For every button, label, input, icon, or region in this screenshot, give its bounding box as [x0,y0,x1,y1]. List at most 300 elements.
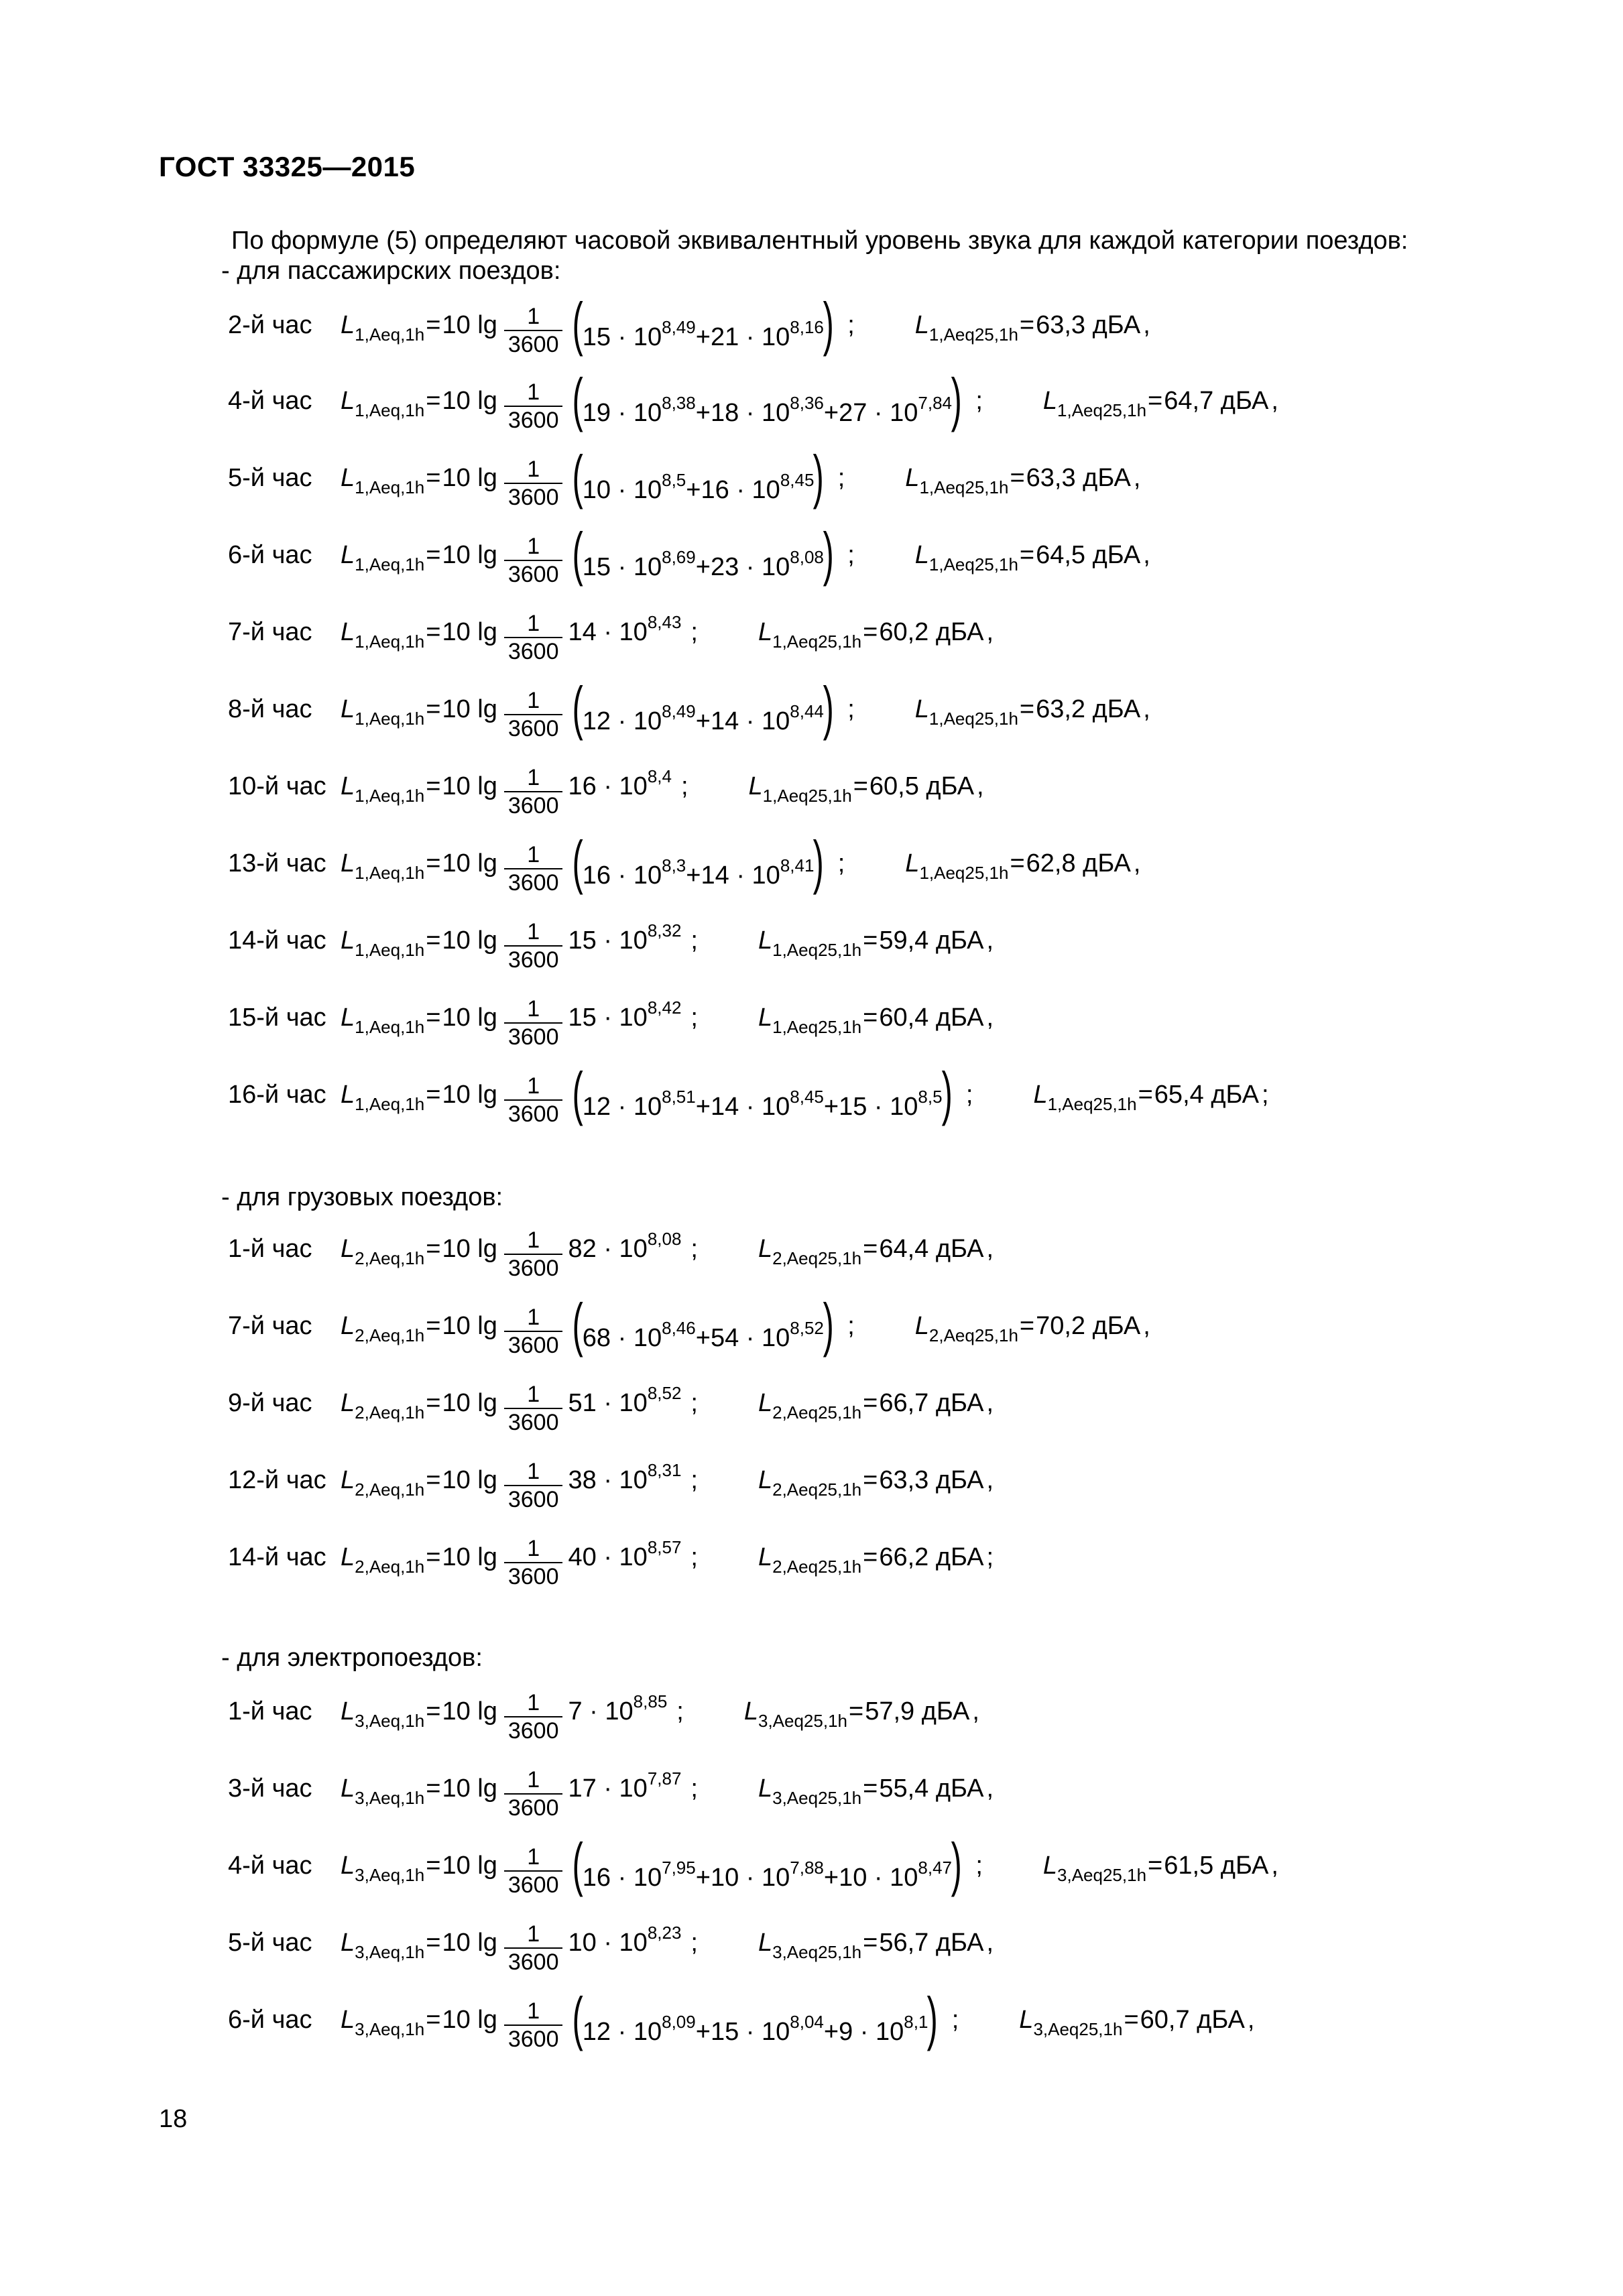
term-exponent: 8,42 [647,997,682,1018]
lg-operator: 10 lg [442,1697,497,1726]
hour-label: 4-й час [228,1851,312,1880]
term-exponent: 8,1 [904,2012,928,2032]
result-value: 62,8 [1026,849,1076,878]
document-header: ГОСТ 33325—2015 [159,151,416,182]
times-dot: · 10 [853,2018,904,2046]
result-value: 60,2 [879,617,929,646]
result-value: 70,2 [1036,1311,1086,1340]
level-subscript: 3,Aeq,1h [355,1710,425,1731]
fraction [504,995,563,1050]
fraction [504,1998,563,2053]
term-exponent: 7,95 [662,1858,696,1878]
result [905,463,1141,497]
fraction-numerator: 1 [527,842,540,867]
punctuation: , [986,1928,994,1957]
result [758,1774,994,1808]
term-exponent: 8,09 [662,2012,696,2032]
hour-label: 16-й час [228,1080,326,1109]
result-symbol: $L_{3,Aeq25,1h}$ [1019,2005,1123,2039]
unit: дБА [1075,849,1131,878]
semicolon: ; [690,1003,698,1032]
plus-sign: + [695,323,711,351]
punctuation: , [986,1003,994,1032]
term-count: 14 [568,617,597,646]
unit: дБА [928,617,984,646]
times-dot: · 10 [739,707,790,735]
punctuation: , [986,1774,994,1803]
result [1042,1851,1278,1885]
result-symbol: $L_{3,Aeq25,1h}$ [743,1697,847,1731]
fraction-numerator: 1 [527,1844,540,1870]
unit: дБА [928,1465,984,1494]
level-subscript: 2,Aeq,1h [355,1556,425,1577]
level-subscript: 3,Aeq,1h [355,1787,425,1808]
result-subscript: 3,Aeq25,1h [772,1941,862,1962]
hour-label: 3-й час [228,1774,312,1803]
term-count: 10 [710,1864,739,1892]
unit: дБА [1085,540,1141,569]
formula-row [228,1209,994,1289]
sum-expression [568,1291,838,1357]
term-exponent: 8,47 [918,1858,953,1878]
equals-sign: = [863,1465,878,1494]
times-dot: · 10 [611,707,662,735]
left-paren: ( [573,443,584,509]
result-subscript: 1,Aeq25,1h [928,554,1018,575]
term-count: 10 [568,1928,597,1957]
unit: дБА [928,1388,984,1417]
fraction-numerator: 1 [527,1536,540,1561]
formula-row [228,1748,994,1829]
equals-sign: = [1019,1311,1035,1340]
fraction [504,1766,563,1821]
semicolon: ; [690,1234,698,1263]
fraction-denominator: 3600 [504,406,563,434]
equals-sign: = [426,1465,441,1494]
level-subscript: 3,Aeq,1h [355,1864,425,1885]
term-exponent: 8,23 [647,1922,682,1943]
lg-operator: 10 lg [442,1234,497,1263]
right-paren: ) [941,1060,953,1126]
sum-expression [568,1768,682,1803]
fraction [504,1073,563,1128]
equals-sign: = [426,1234,441,1263]
sum-expression [568,766,672,801]
lg-operator: 10 lg [442,1003,497,1032]
formula-row [228,1363,994,1443]
sum-expression [568,366,966,432]
lg-operator: 10 lg [442,772,497,800]
semicolon: ; [680,772,688,800]
left-paren: ( [573,1831,584,1897]
lg-operator: 10 lg [442,386,497,415]
unit: дБА [918,772,975,800]
times-dot: · 10 [596,1928,648,1957]
term-count: 15 [582,553,611,581]
term-count: 27 [839,399,867,427]
semicolon: ; [690,1774,698,1803]
level-symbol: $L_{1,Aeq,1h}$ [341,617,425,652]
right-paren: ) [951,366,962,432]
fraction-denominator: 3600 [504,330,563,358]
level-subscript: 1,Aeq,1h [355,1093,425,1114]
times-dot: · 10 [739,1093,790,1121]
level-subscript: 2,Aeq,1h [355,1248,425,1268]
term-exponent: 8,32 [647,920,682,941]
semicolon: ; [690,1543,698,1571]
result-symbol: $L_{1,Aeq25,1h}$ [748,772,852,806]
plus-sign: + [695,1093,711,1121]
result-subscript: 1,Aeq25,1h [1047,1093,1137,1114]
term-count: 14 [710,1093,739,1121]
result-value: 66,7 [879,1388,929,1417]
fraction-numerator: 1 [527,1921,540,1947]
fraction [504,918,563,973]
fraction-denominator: 3600 [504,1870,563,1898]
unit: дБА [928,1543,984,1571]
result-subscript: 1,Aeq25,1h [919,477,1009,497]
formula-row [228,1440,994,1520]
punctuation: , [986,617,994,646]
unit: дБА [928,1234,984,1263]
result-subscript: 1,Aeq25,1h [772,1016,862,1037]
result-symbol: $L_{1,Aeq25,1h}$ [905,463,1009,497]
formula-row [228,1825,1278,1906]
result [758,1234,994,1268]
formula-row [228,592,994,672]
level-symbol: $L_{3,Aeq,1h}$ [341,1851,425,1885]
fraction-numerator: 1 [527,919,540,945]
equals-sign: = [863,1774,878,1803]
times-dot: · 10 [867,1093,918,1121]
semicolon: ; [847,694,855,723]
level-subscript: 1,Aeq,1h [355,631,425,652]
fraction-numerator: 1 [527,1382,540,1407]
times-dot: · 10 [867,1864,918,1892]
semicolon: ; [837,849,845,878]
times-dot: · 10 [611,476,662,504]
term-exponent: 8,16 [790,317,824,337]
result-value: 63,3 [1036,310,1086,339]
plus-sign: + [686,476,701,504]
plus-sign: + [695,707,711,735]
result-subscript: 1,Aeq25,1h [919,862,1009,883]
unit: дБА [1085,694,1141,723]
punctuation: , [986,1465,994,1494]
fraction-numerator: 1 [527,996,540,1022]
left-paren: ( [573,1985,584,2051]
result-subscript: 3,Aeq25,1h [1033,2018,1123,2039]
result-symbol: $L_{1,Aeq25,1h}$ [758,926,862,960]
equals-sign: = [1019,310,1035,339]
result-subscript: 1,Aeq25,1h [928,708,1018,729]
result-symbol: $L_{2,Aeq25,1h}$ [758,1465,862,1500]
equals-sign: = [863,1543,878,1571]
term-exponent: 8,49 [662,701,696,721]
fraction-numerator: 1 [527,1998,540,2024]
term-count: 15 [839,1093,867,1121]
level-subscript: 3,Aeq,1h [355,1941,425,1962]
term-count: 19 [582,399,611,427]
fraction-numerator: 1 [527,611,540,636]
hour-label: 9-й час [228,1388,312,1417]
fraction-numerator: 1 [527,1767,540,1793]
page-number: 18 [159,2105,188,2133]
times-dot: · 10 [611,553,662,581]
fraction-numerator: 1 [527,1459,540,1484]
lg-operator: 10 lg [442,1851,497,1880]
left-paren: ( [573,290,584,357]
term-exponent: 8,3 [662,855,686,875]
result-subscript: 3,Aeq25,1h [758,1710,847,1731]
fraction-numerator: 1 [527,1305,540,1330]
result-symbol: $L_{1,Aeq25,1h}$ [914,540,1018,575]
term-exponent: 7,87 [647,1768,682,1789]
sum-expression [568,1831,966,1897]
fraction [504,379,563,434]
term-count: 12 [582,1093,611,1121]
equals-sign: = [426,926,441,955]
formula-row [228,361,1278,441]
result-value: 60,5 [869,772,919,800]
result [758,617,994,652]
level-symbol: $L_{1,Aeq,1h}$ [341,386,425,420]
result-symbol: $L_{2,Aeq25,1h}$ [758,1234,862,1268]
fraction-denominator: 3600 [504,791,563,819]
semicolon: ; [690,617,698,646]
right-paren: ) [823,674,834,741]
result-subscript: 2,Aeq25,1h [772,1248,862,1268]
plus-sign: + [823,1093,839,1121]
times-dot: · 10 [739,553,790,581]
fraction [504,610,563,665]
level-symbol: $L_{2,Aeq,1h}$ [341,1234,425,1268]
term-count: 16 [701,476,729,504]
intro-text: По формуле (5) определяют часовой эквивалентный уровень звука для каждой категории поездов: [231,227,1408,255]
term-count: 10 [839,1864,867,1892]
term-exponent: 8,85 [633,1691,668,1711]
fraction-numerator: 1 [527,304,540,329]
result [1033,1080,1269,1114]
level-subscript: 1,Aeq,1h [355,400,425,420]
level-symbol: $L_{1,Aeq,1h}$ [341,926,425,960]
term-exponent: 8,46 [662,1318,696,1338]
term-exponent: 8,04 [790,2012,824,2032]
hour-label: 8-й час [228,694,312,723]
hour-label: 13-й час [228,849,326,878]
semicolon: ; [847,1311,855,1340]
term-exponent: 8,36 [790,393,824,413]
level-symbol: $L_{2,Aeq,1h}$ [341,1543,425,1577]
equals-sign: = [426,1311,441,1340]
result-value: 57,9 [865,1697,915,1726]
hour-label: 5-й час [228,463,312,492]
fraction [504,1458,563,1513]
punctuation: , [1133,849,1141,878]
unit: дБА [1085,310,1141,339]
semicolon: ; [690,1928,698,1957]
times-dot: · 10 [596,1234,648,1263]
level-subscript: 1,Aeq,1h [355,1016,425,1037]
formula-row [228,1286,1150,1366]
times-dot: · 10 [739,399,790,427]
lg-operator: 10 lg [442,926,497,955]
result [914,310,1150,345]
sum-expression [568,611,682,647]
punctuation: , [1143,310,1150,339]
equals-sign: = [863,1003,878,1032]
unit: дБА [928,1928,984,1957]
term-exponent: 8,45 [780,470,815,490]
fraction [504,687,563,742]
left-paren: ( [573,366,584,432]
fraction-denominator: 3600 [504,1099,563,1128]
semicolon: ; [847,310,855,339]
plus-sign: + [695,2018,711,2046]
equals-sign: = [853,772,868,800]
lg-operator: 10 lg [442,2005,497,2034]
right-paren: ) [823,1291,834,1357]
term-count: 15 [568,926,597,955]
fraction [504,1535,563,1590]
sum-expression [568,1382,682,1418]
semicolon: ; [837,463,845,492]
unit: дБА [1213,386,1269,415]
semicolon: ; [965,1080,973,1109]
fraction-denominator: 3600 [504,1485,563,1513]
result-symbol: $L_{1,Aeq25,1h}$ [905,849,1009,883]
punctuation: , [1247,2005,1255,2034]
lg-operator: 10 lg [442,694,497,723]
formula-row [228,669,1150,749]
term-exponent: 8,45 [790,1087,824,1107]
equals-sign: = [863,617,878,646]
formula-row [228,1671,979,1752]
equals-sign: = [849,1697,864,1726]
equals-sign: = [426,1928,441,1957]
plus-sign: + [823,1864,839,1892]
term-count: 16 [582,861,611,890]
result-subscript: 3,Aeq25,1h [1057,1864,1147,1885]
semicolon: ; [676,1697,684,1726]
lg-operator: 10 lg [442,849,497,878]
equals-sign: = [426,310,441,339]
result-value: 64,4 [879,1234,929,1263]
times-dot: · 10 [596,617,648,646]
result-subscript: 1,Aeq25,1h [762,785,852,806]
fraction-denominator: 3600 [504,714,563,742]
result [758,1465,994,1500]
unit: дБА [928,926,984,955]
hour-label: 1-й час [228,1234,312,1263]
equals-sign: = [1019,540,1035,569]
punctuation: ; [1261,1080,1269,1109]
term-count: 15 [582,323,611,351]
section-label: - для пассажирских поездов: [221,257,561,285]
times-dot: · 10 [611,1864,662,1892]
equals-sign: = [426,540,441,569]
fraction-denominator: 3600 [504,1793,563,1821]
sum-expression [568,1922,682,1957]
unit: дБА [928,1003,984,1032]
times-dot: · 10 [596,1003,648,1032]
result-symbol: $L_{2,Aeq25,1h}$ [758,1543,862,1577]
term-count: 12 [582,2018,611,2046]
fraction-denominator: 3600 [504,2025,563,2053]
equals-sign: = [1148,386,1163,415]
left-paren: ( [573,520,584,587]
result [758,1543,994,1577]
level-symbol: $L_{3,Aeq,1h}$ [341,1774,425,1808]
term-count: 51 [568,1388,597,1417]
term-count: 12 [582,707,611,735]
hour-label: 10-й час [228,772,326,800]
left-paren: ( [573,829,584,895]
level-symbol: $L_{1,Aeq,1h}$ [341,540,425,575]
result-symbol: $L_{2,Aeq25,1h}$ [914,1311,1018,1345]
punctuation: , [1133,463,1141,492]
term-count: 38 [568,1465,597,1494]
times-dot: · 10 [729,476,780,504]
unit: дБА [1203,1080,1259,1109]
fraction [504,764,563,819]
times-dot: · 10 [867,399,918,427]
result [743,1697,979,1731]
section-label: - для грузовых поездов: [221,1183,503,1211]
times-dot: · 10 [596,1465,648,1494]
fraction-denominator: 3600 [504,1331,563,1359]
result [758,1003,994,1037]
lg-operator: 10 lg [442,617,497,646]
level-symbol: $L_{1,Aeq,1h}$ [341,772,425,806]
fraction-numerator: 1 [527,457,540,482]
punctuation: , [986,926,994,955]
sum-expression [568,520,838,587]
level-symbol: $L_{1,Aeq,1h}$ [341,1080,425,1114]
fraction-denominator: 3600 [504,483,563,511]
term-exponent: 8,52 [647,1382,682,1403]
times-dot: · 10 [582,1697,634,1726]
level-symbol: $L_{1,Aeq,1h}$ [341,694,425,729]
equals-sign: = [426,1697,441,1726]
lg-operator: 10 lg [442,463,497,492]
level-symbol: $L_{3,Aeq,1h}$ [341,2005,425,2039]
result-symbol: $L_{1,Aeq25,1h}$ [1042,386,1147,420]
plus-sign: + [695,553,711,581]
plus-sign: + [686,861,701,890]
right-paren: ) [927,1985,939,2051]
result-subscript: 1,Aeq25,1h [928,324,1018,345]
term-exponent: 8,41 [780,855,815,875]
term-count: 82 [568,1234,597,1263]
formula-row [228,438,1140,518]
lg-operator: 10 lg [442,1928,497,1957]
result-value: 63,2 [1036,694,1086,723]
times-dot: · 10 [729,861,780,890]
times-dot: · 10 [739,1864,790,1892]
sum-expression [568,1691,668,1726]
level-subscript: 1,Aeq,1h [355,862,425,883]
level-symbol: $L_{1,Aeq,1h}$ [341,463,425,497]
term-count: 18 [710,399,739,427]
result-symbol: $L_{1,Aeq25,1h}$ [758,1003,862,1037]
result-value: 59,4 [879,926,929,955]
equals-sign: = [426,463,441,492]
hour-label: 4-й час [228,386,312,415]
term-count: 15 [568,1003,597,1032]
term-count: 40 [568,1543,597,1571]
result-subscript: 2,Aeq25,1h [772,1556,862,1577]
